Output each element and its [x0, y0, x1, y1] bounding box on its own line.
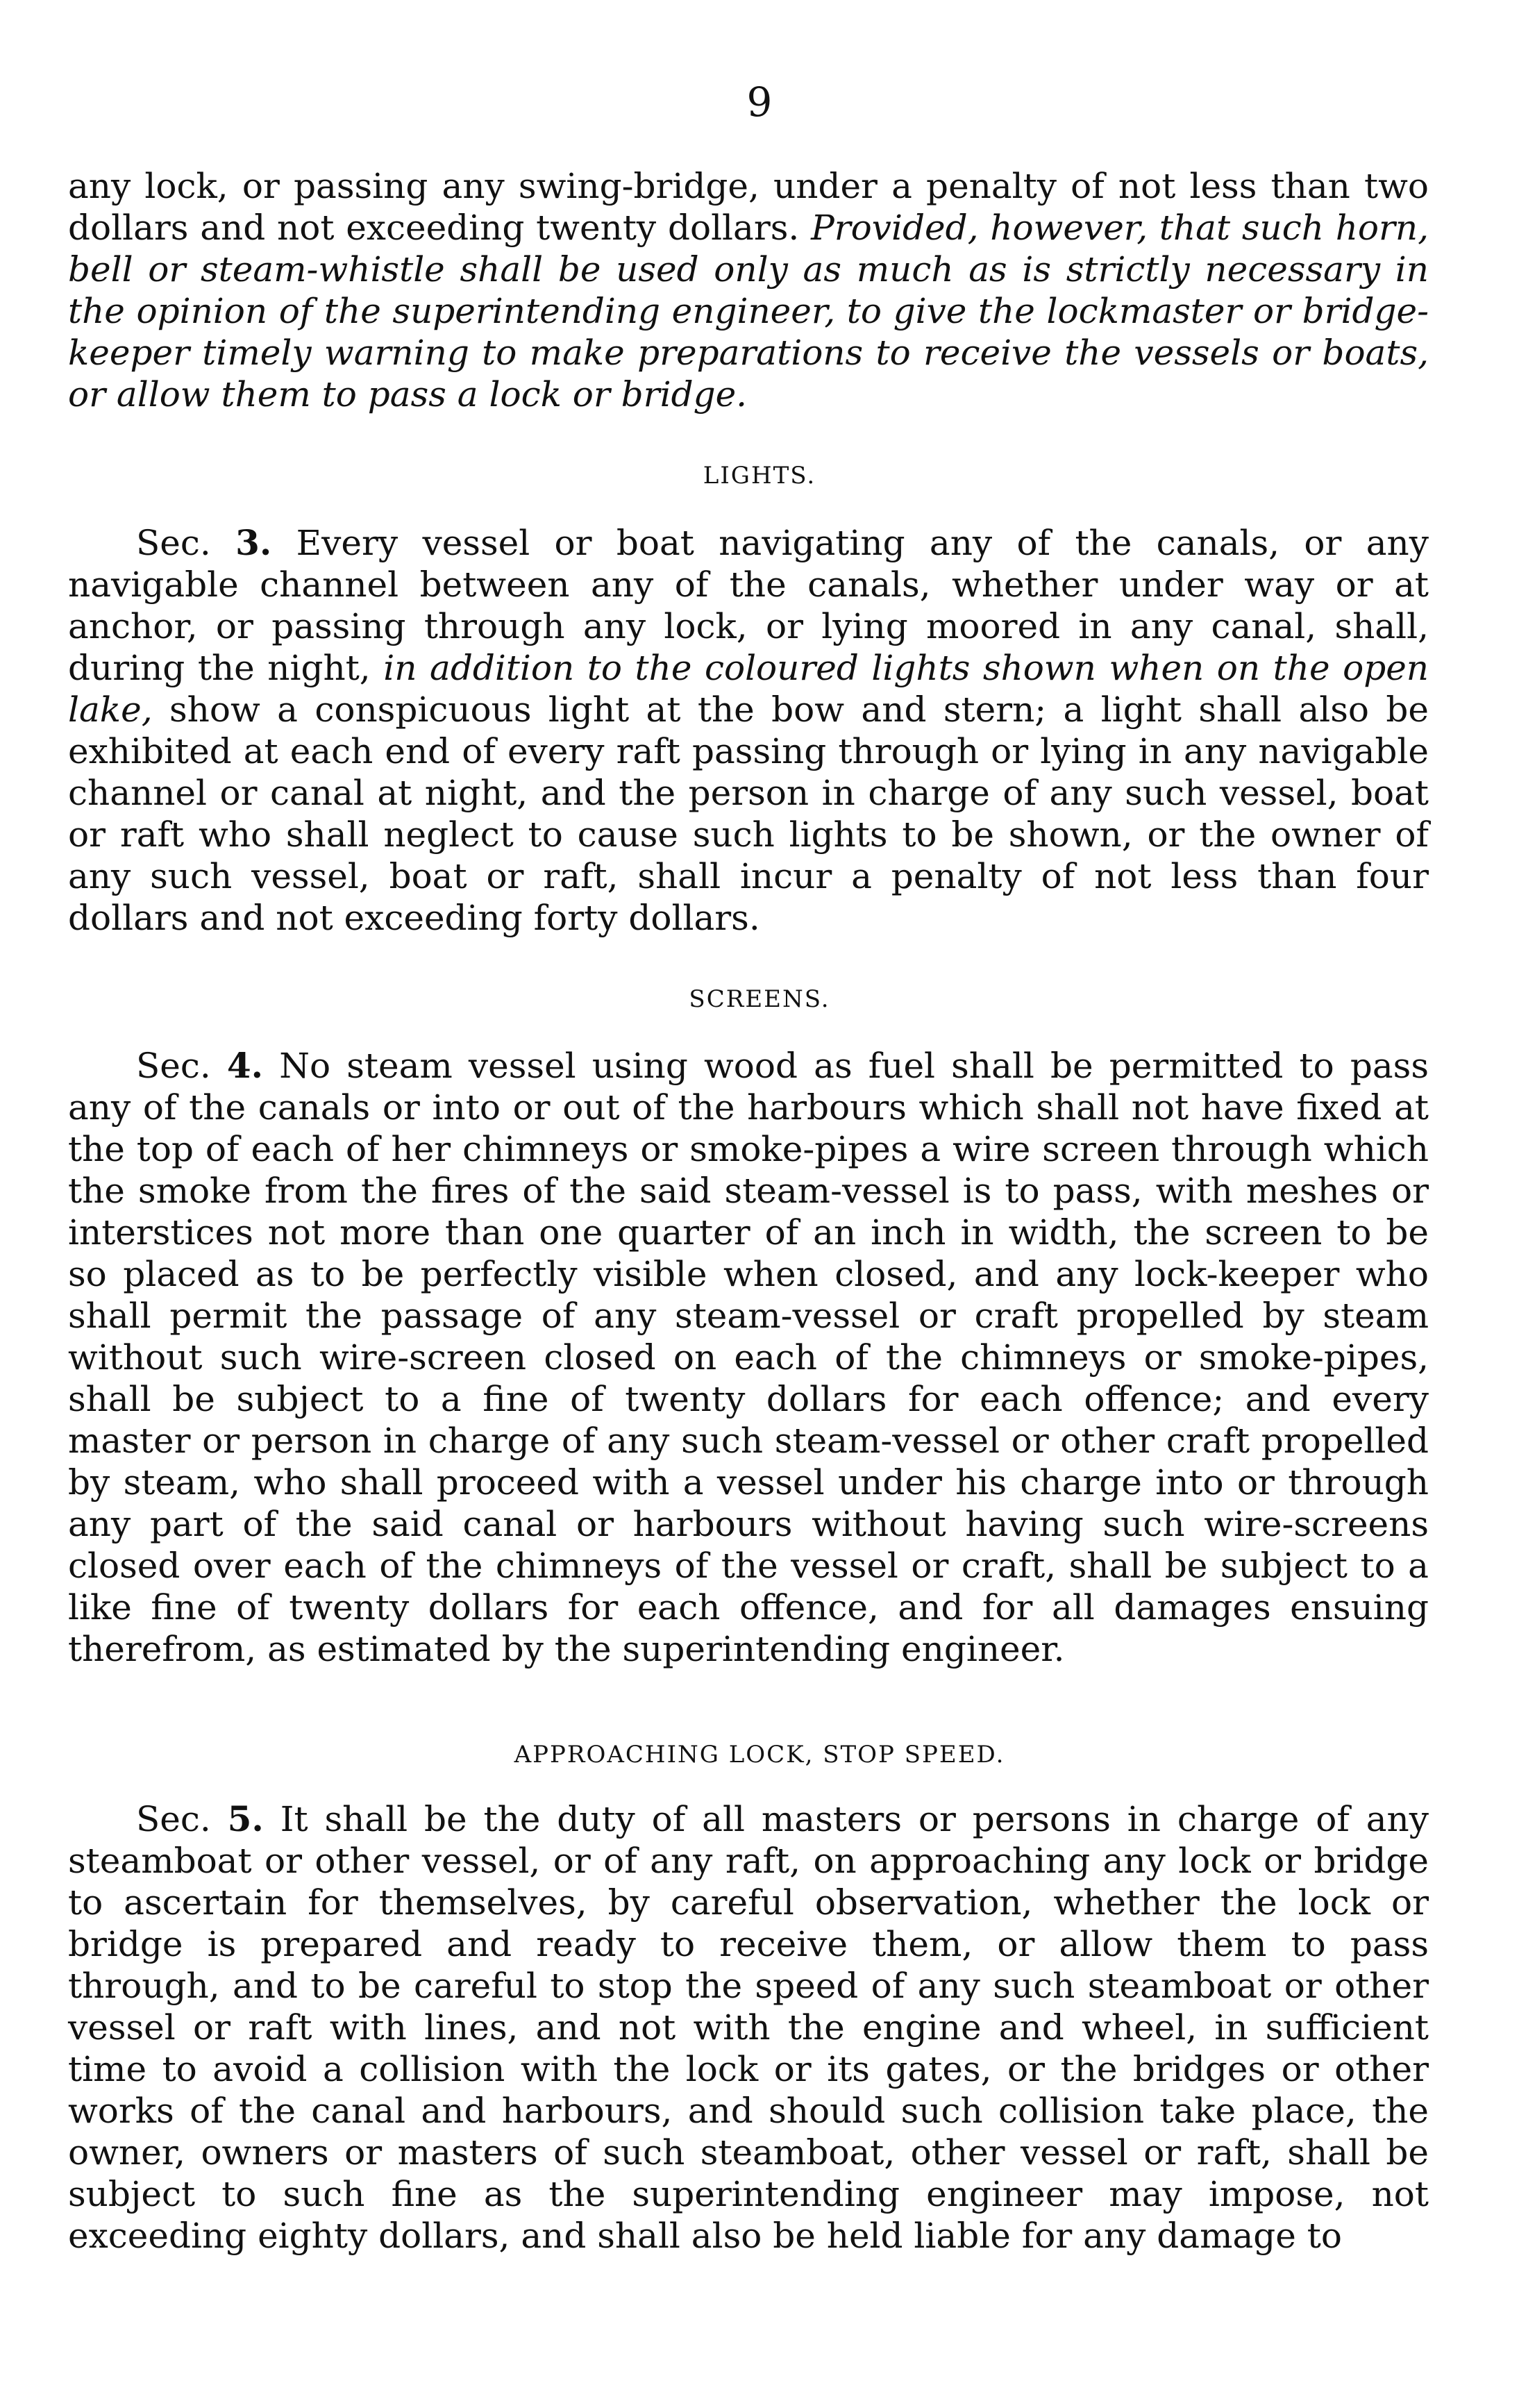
intro-proviso-italic: Provided, however, that such horn, bell or steam-whistle shall be used only as much as is strictly necessary in the opinion of the superintending engineer, to give the lockmaster or bridge-keeper timely warning to make preparations to receive the vessels or boats, or allow them to pass a lock or bridge.	[68, 208, 1429, 415]
intro-paragraph	[68, 165, 1429, 415]
sec-3-number: 3.	[235, 522, 272, 563]
section-3-paragraph	[68, 522, 1429, 939]
heading-approaching-lock: APPROACHING LOCK, STOP SPEED.	[514, 1741, 1005, 1769]
sec-3-text-after: show a conspicuous light at the bow and stern; a light shall also be exhibited at each end of every raft passing through or lying in any navigable channel or canal at night, and the person in charge of any such vessel, boat or raft who shall neglect to cause such lights to be shown, or the owner of any such vessel, boat or raft, shall incur a penalty of not less than four dollars and not exceeding forty dollars.	[68, 689, 1429, 938]
intro-text: any lock, or passing any swing-bridge, under a penalty of not less than two dollars and not exceeding twenty dollars.	[68, 166, 1429, 248]
sec-5-text: It shall be the duty of all masters or persons in charge of any steamboat or other vessel, or of any raft, on approaching any lock or bridge to ascertain for themselves, by careful observation, whether the lock or bridge is prepared and ready to receive them, or allow them to pass through, and to be careful to stop the speed of any such steamboat or other vessel or raft with lines, and not with the engine and wheel, in sufficient time to avoid a collision with the lock or its gates, or the bridges or other works of the canal and harbours, and should such collision take place, the owner, owners or masters of such steamboat, other vessel or raft, shall be subject to such fine as the superintending engineer may impose, not exceeding eighty dollars, and shall also be held liable for any damage to	[68, 1799, 1429, 2256]
sec-4-text: No steam vessel using wood as fuel shall be permitted to pass any of the canals or into or out of the harbours which shall not have fixed at the top of each of her chimneys or smoke-pipes a wire screen through which the smoke from the fires of the said steam-vessel is to pass, with meshes or interstices not more than one quarter of an inch in width, the screen to be so placed as to be perfectly visible when closed, and any lock-keeper who shall permit the passage of any steam-vessel or craft propelled by steam without such wire-screen closed on each of the chimneys or smoke-pipes, shall be subject to a fine of twenty dollars for each offence; and every master or person in charge of any such steam-vessel or other craft propelled by steam, who shall proceed with a vessel under his charge into or through any part of the said canal or harbours without having such wire-screens closed over each of the chimneys of the vessel or craft, shall be subject to a like fine of twenty dollars for each offence, and for all damages ensuing therefrom, as estimated by the superintending engineer.	[68, 1046, 1429, 1669]
page-number: 9	[746, 78, 773, 126]
heading-screens: SCREENS.	[689, 985, 830, 1013]
sec-4-number: 4.	[226, 1045, 264, 1086]
section-4-paragraph	[68, 1045, 1429, 1670]
sec-4-label: Sec.	[136, 1046, 211, 1086]
sec-5-number: 5.	[227, 1798, 264, 1839]
section-5-paragraph	[68, 1798, 1429, 2257]
sec-3-text-before: Every vessel or boat navigating any of the canals, or any navigable channel between any of the canals, whether under way or at anchor, or passing through any lock, or lying moored in any canal, shall, during the night,	[68, 523, 1429, 688]
sec-3-label: Sec.	[136, 523, 211, 563]
sec-5-label: Sec.	[136, 1799, 211, 1839]
sec-3-italic: in addition to the coloured lights shown when on the open lake,	[68, 648, 1429, 730]
heading-lights: LIGHTS.	[703, 462, 816, 490]
